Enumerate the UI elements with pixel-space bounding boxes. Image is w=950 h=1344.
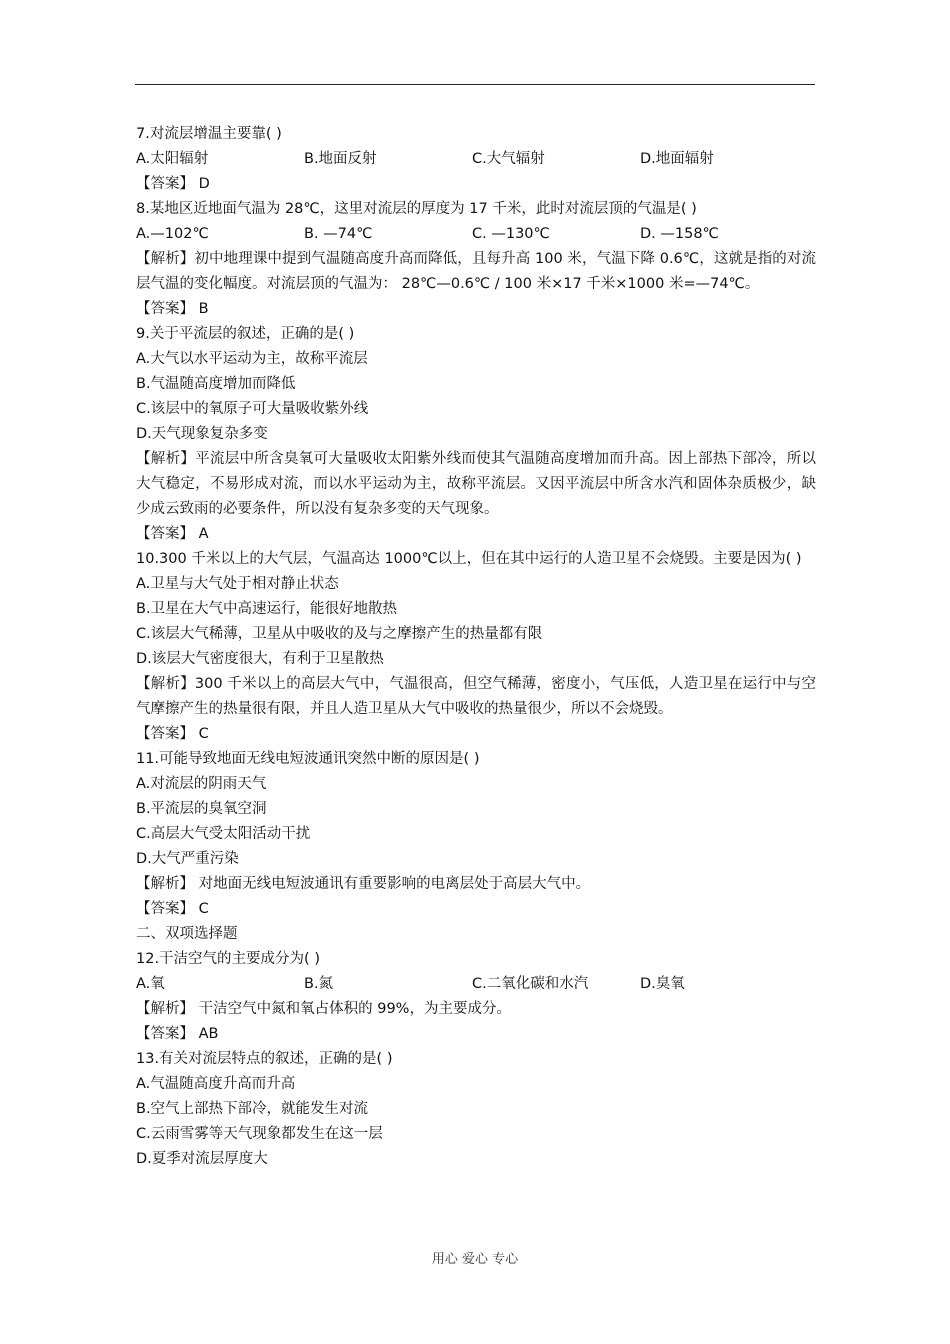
question-8-answer: 【答案】 B bbox=[136, 301, 209, 317]
question-8-options bbox=[136, 222, 816, 247]
question-8-stem: 8.某地区近地面气温为 28℃，这里对流层的厚度为 17 千米，此时对流层顶的气温是( ) bbox=[136, 201, 697, 217]
question-9-answer: 【答案】 A bbox=[136, 526, 209, 542]
option-c: C.该层中的氧原子可大量吸收紫外线 bbox=[136, 401, 369, 417]
question-10-answer: 【答案】 C bbox=[136, 726, 209, 742]
question-13-stem: 13.有关对流层特点的叙述，正确的是( ) bbox=[136, 1051, 393, 1067]
question-11-answer: 【答案】 C bbox=[136, 901, 209, 917]
option-a: A.氧 bbox=[136, 976, 165, 992]
option-b: B.空气上部热下部冷，就能发生对流 bbox=[136, 1101, 369, 1117]
option-d: D.天气现象复杂多变 bbox=[136, 426, 268, 442]
question-7-stem: 7.对流层增温主要靠( ) bbox=[136, 126, 282, 142]
option-b: B.地面反射 bbox=[304, 151, 377, 167]
question-12-analysis: 【解析】 干洁空气中氮和氧占体积的 99%，为主要成分。 bbox=[136, 1001, 511, 1017]
page-footer: 用心 爱心 专心 bbox=[431, 1252, 519, 1267]
question-8-analysis: 【解析】初中地理课中提到气温随高度升高而降低，且每升高 100 米，气温下降 0.6℃，这就是指的对流层气温的变化幅度。对流层顶的气温为： 28℃—0.6℃ / 100 米×17 千米×1000 米=—74℃。 bbox=[136, 251, 816, 292]
option-b: B.平流层的臭氧空洞 bbox=[136, 801, 267, 817]
question-10-stem: 10.300 千米以上的大气层，气温高达 1000℃以上，但在其中运行的人造卫星不会烧毁。主要是因为( ) bbox=[136, 551, 802, 567]
option-b: B.卫星在大气中高速运行，能很好地散热 bbox=[136, 601, 398, 617]
option-a: A.—102℃ bbox=[136, 226, 209, 242]
option-d: D.大气严重污染 bbox=[136, 851, 239, 867]
question-9-analysis: 【解析】平流层中所含臭氧可大量吸收太阳紫外线而使其气温随高度增加而升高。因上部热下部冷，所以大气稳定，不易形成对流，而以水平运动为主，故称平流层。又因平流层中所含水汽和固体杂质极少，缺少成云致雨的必要条件，所以没有复杂多变的天气现象。 bbox=[136, 451, 816, 517]
question-11-analysis: 【解析】 对地面无线电短波通讯有重要影响的电离层处于高层大气中。 bbox=[136, 876, 591, 892]
document-body bbox=[136, 122, 816, 1172]
option-a: A.太阳辐射 bbox=[136, 151, 209, 167]
option-d: D.地面辐射 bbox=[640, 151, 714, 167]
option-b: B. —74℃ bbox=[304, 226, 373, 242]
option-c: C.二氧化碳和水汽 bbox=[472, 976, 589, 992]
question-9-stem: 9.关于平流层的叙述，正确的是( ) bbox=[136, 326, 355, 342]
question-7-answer: 【答案】 D bbox=[136, 176, 210, 192]
question-12-options bbox=[136, 972, 816, 997]
option-c: C.该层大气稀薄，卫星从中吸收的及与之摩擦产生的热量都有限 bbox=[136, 626, 543, 642]
option-b: B.氮 bbox=[304, 976, 334, 992]
option-c: C.高层大气受太阳活动干扰 bbox=[136, 826, 311, 842]
question-11-stem: 11.可能导致地面无线电短波通讯突然中断的原因是( ) bbox=[136, 751, 480, 767]
question-7-options bbox=[136, 147, 816, 172]
option-d: D.该层大气密度很大，有利于卫星散热 bbox=[136, 651, 384, 667]
question-10-analysis: 【解析】300 千米以上的高层大气中，气温很高，但空气稀薄，密度小，气压低，人造卫星在运行中与空气摩擦产生的热量很有限，并且人造卫星从大气中吸收的热量很少，所以不会烧毁。 bbox=[136, 676, 816, 717]
question-12-stem: 12.干洁空气的主要成分为( ) bbox=[136, 951, 320, 967]
header-rule bbox=[135, 84, 815, 85]
option-d: D. —158℃ bbox=[640, 226, 719, 242]
option-c: C.云雨雪雾等天气现象都发生在这一层 bbox=[136, 1126, 383, 1142]
option-d: D.臭氧 bbox=[640, 976, 685, 992]
option-c: C. —130℃ bbox=[472, 226, 550, 242]
option-a: A.对流层的阴雨天气 bbox=[136, 776, 267, 792]
option-c: C.大气辐射 bbox=[472, 151, 545, 167]
option-d: D.夏季对流层厚度大 bbox=[136, 1151, 268, 1167]
option-a: A.气温随高度升高而升高 bbox=[136, 1076, 296, 1092]
section-heading: 二、双项选择题 bbox=[136, 926, 238, 942]
option-b: B.气温随高度增加而降低 bbox=[136, 376, 296, 392]
option-a: A.卫星与大气处于相对静止状态 bbox=[136, 576, 339, 592]
option-a: A.大气以水平运动为主，故称平流层 bbox=[136, 351, 368, 367]
question-12-answer: 【答案】 AB bbox=[136, 1026, 219, 1042]
